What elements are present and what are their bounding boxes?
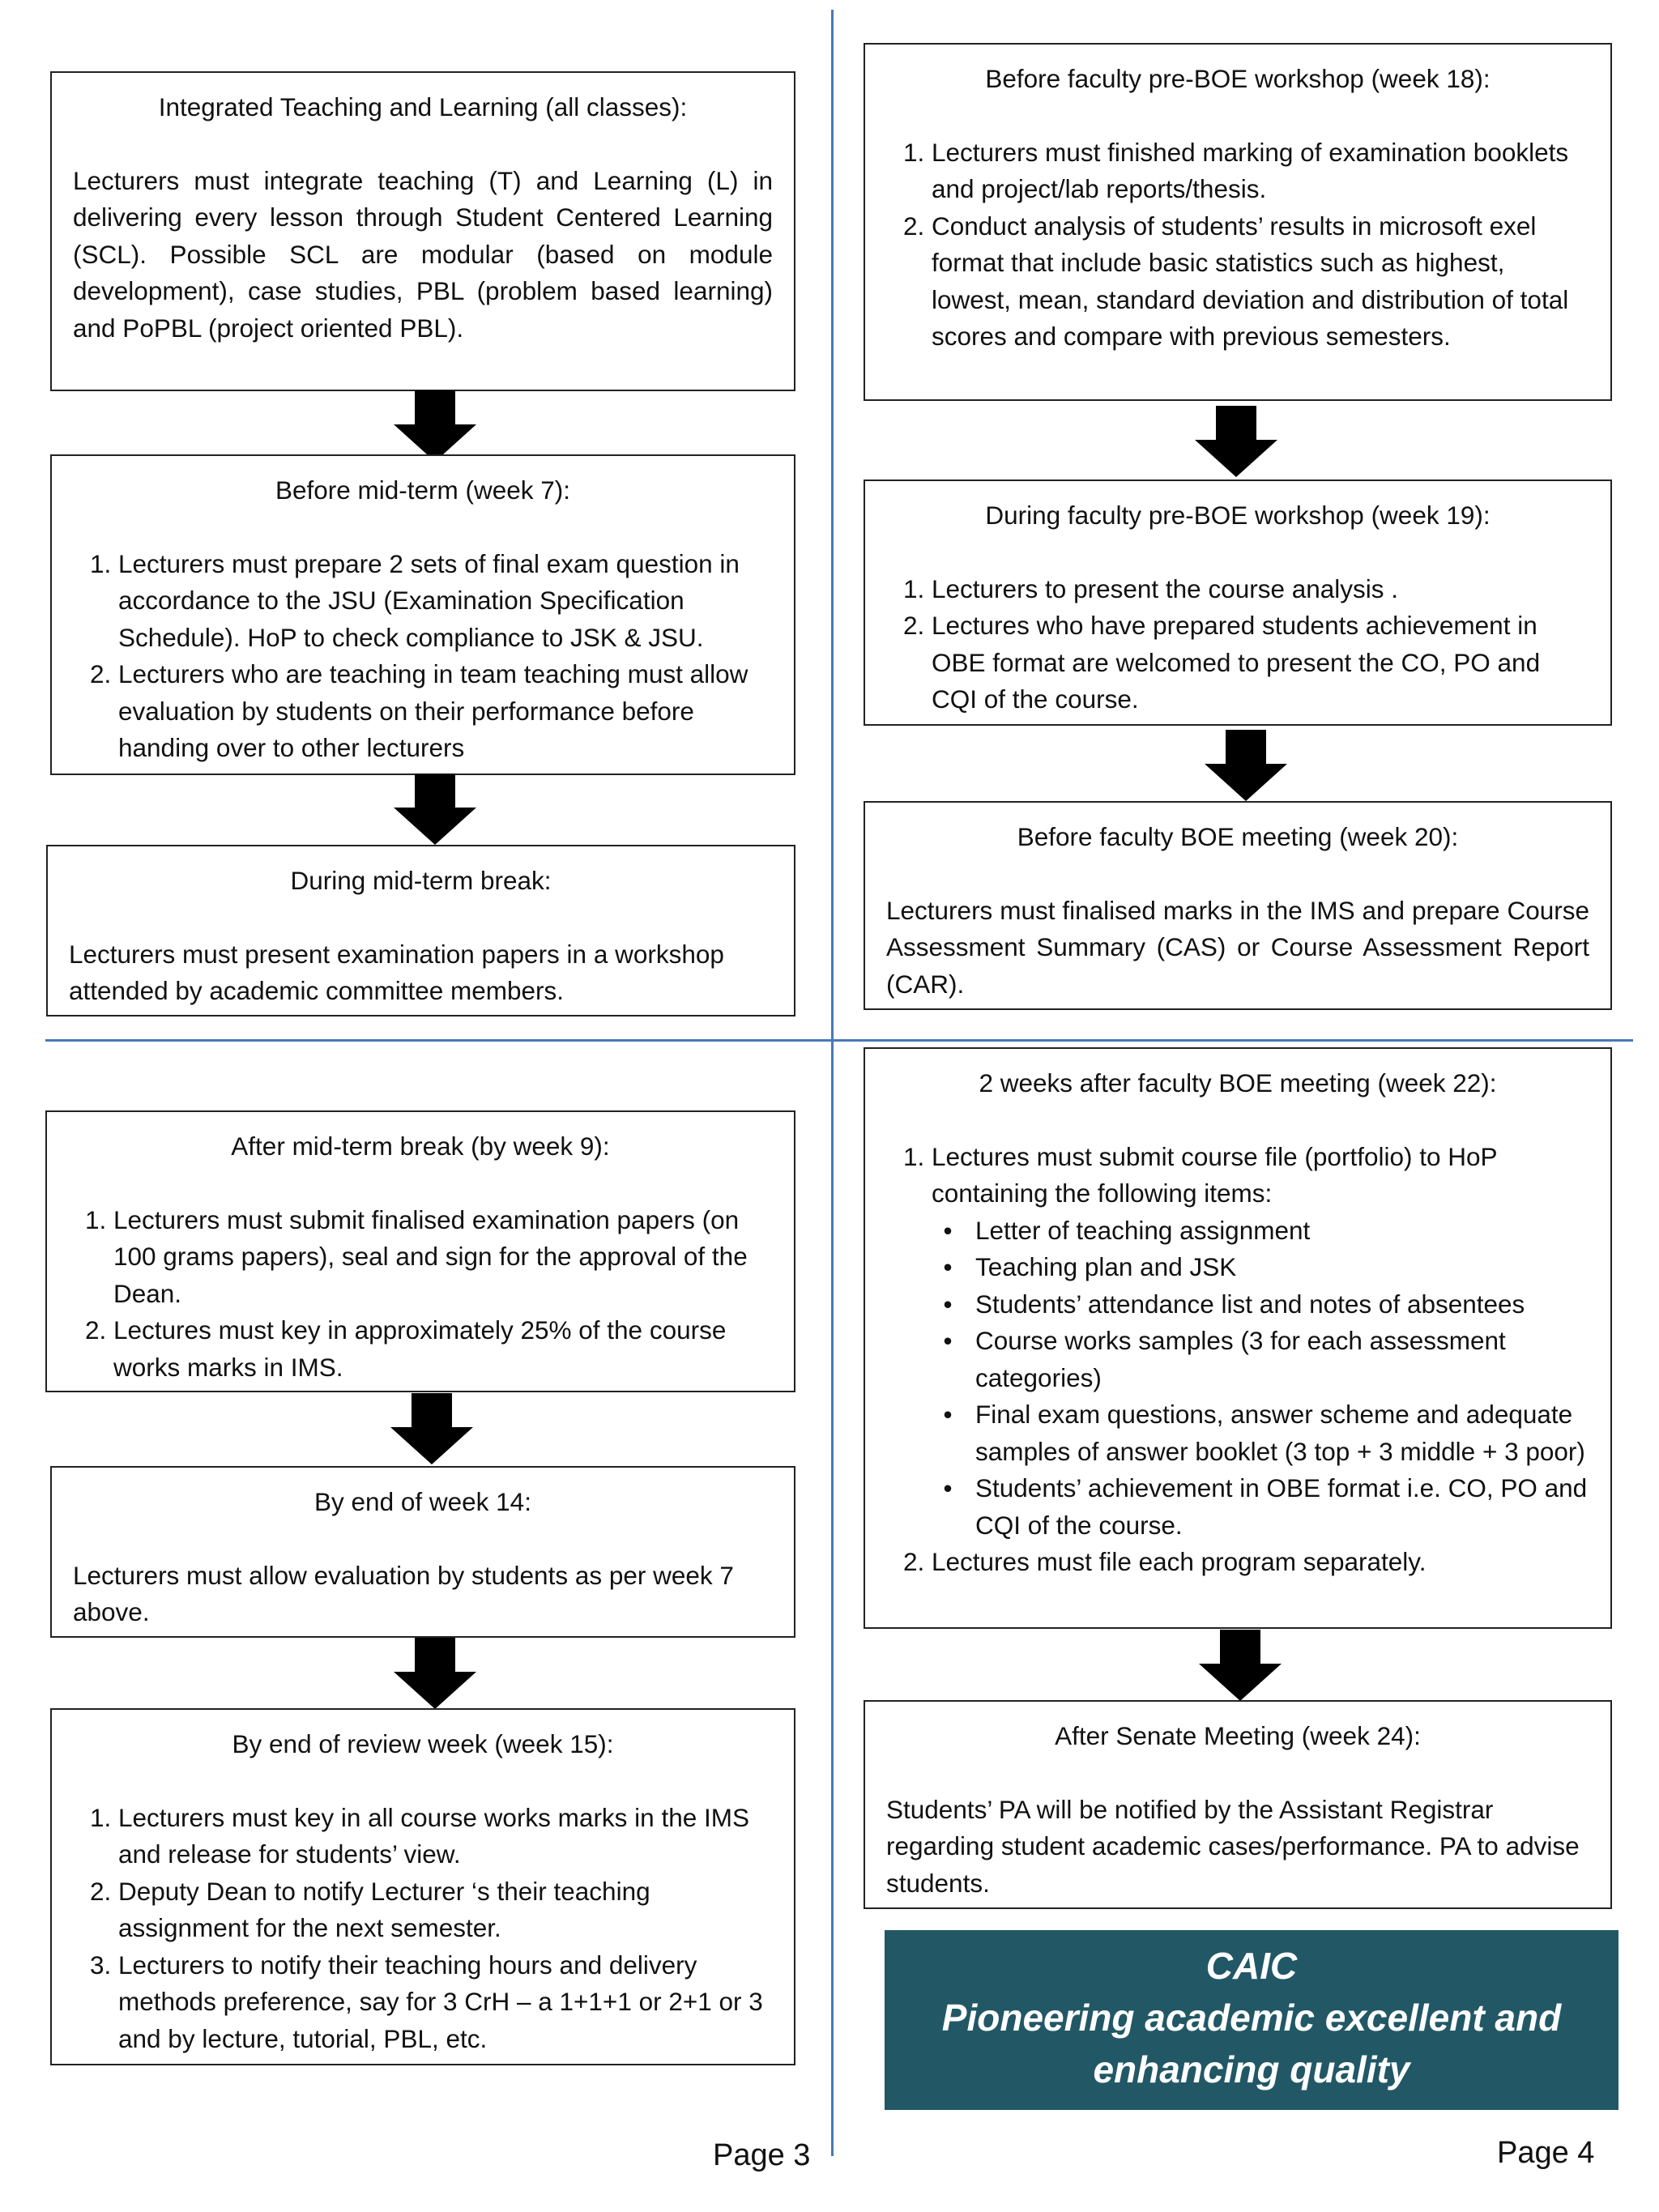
box-title: After mid-term break (by week 9):: [231, 1132, 610, 1161]
sub-list-item: • Students’ achievement in OBE format i.e. CO, PO and CQI of the course.: [975, 1470, 1589, 1544]
item-list: [886, 571, 1589, 718]
list-item: 1. Lecturers must finished marking of examination booklets and project/lab reports/thesis.: [932, 134, 1589, 208]
box-during-pre-boe: [864, 479, 1612, 726]
item-list: [68, 1202, 773, 1387]
page-number-3: Page 3: [713, 2138, 811, 2172]
list-item: 3. Lecturers to notify their teaching hours and delivery methods preference, say for 3 CrH – a 1+1+1 or 2+1 or 3 and by lecture, tutorial, PBL, etc.: [118, 1947, 773, 2058]
down-arrow-icon: [387, 1393, 476, 1466]
list-item: 2. Lectures must file each program separately.: [932, 1544, 1589, 1581]
item-list: [886, 134, 1589, 356]
list-item: 2. Deputy Dean to notify Lecturer ‘s their teaching assignment for the next semester.: [118, 1873, 773, 1947]
box-before-midterm: [50, 454, 795, 775]
sub-list-item: • Students’ attendance list and notes of absentees: [975, 1286, 1589, 1323]
box-text: Lecturers must finalised marks in the IMS and prepare Course Assessment Summary (CAS) or Course Assessment Report (CAR).: [886, 895, 1589, 999]
box-title: Before faculty pre-BOE workshop (week 18):: [985, 64, 1491, 93]
item-list: [73, 546, 773, 767]
box-title: By end of week 14:: [314, 1487, 531, 1516]
list-item: [932, 1139, 1589, 1545]
sub-item-list: [932, 1213, 1589, 1545]
banner-line: CAIC: [1205, 1945, 1298, 1987]
item-list: [73, 1800, 773, 2058]
box-before-pre-boe: [864, 43, 1612, 401]
sub-list-item: • Letter of teaching assignment: [975, 1213, 1589, 1250]
sub-list-item: • Teaching plan and JSK: [975, 1249, 1589, 1286]
box-title: 2 weeks after faculty BOE meeting (week 22):: [979, 1068, 1497, 1097]
list-item: 2. Conduct analysis of students’ results in microsoft exel format that include basic statistics such as highest, lowest, mean, standard deviation and distribution of total scores and compare with previous semesters.: [932, 208, 1589, 356]
down-arrow-icon: [1201, 730, 1290, 803]
list-item: 1. Lecturers must prepare 2 sets of final exam question in accordance to the JSU (Examination Specification Schedule). HoP to check compliance to JSK & JSU.: [118, 546, 773, 657]
item-list: [886, 1139, 1589, 1581]
banner-line: Pioneering academic excellent and: [941, 1997, 1562, 2039]
box-text: Lecturers must integrate teaching (T) and Learning (L) in delivering every lesson through Student Centered Learning (SCL). Possible SCL are modular (based on module development), case studies, PBL (problem based learning) and PoPBL (project oriented PBL).: [73, 165, 773, 343]
box-after-boe: [864, 1047, 1612, 1629]
list-item: 1. Lecturers must key in all course works marks in the IMS and release for students’ view.: [118, 1800, 773, 1873]
list-item: 2. Lectures must key in approximately 25% of the course works marks in IMS.: [113, 1312, 773, 1386]
box-after-midterm: [45, 1110, 795, 1392]
box-integrated-teaching: [50, 71, 795, 391]
box-text: Lecturers must present examination papers in a workshop attended by academic committee members.: [69, 939, 724, 1005]
box-title: During faculty pre-BOE workshop (week 19):: [985, 501, 1491, 530]
box-text: Lecturers must allow evaluation by students as per week 7 above.: [73, 1560, 734, 1626]
banner-line: enhancing quality: [1093, 2048, 1410, 2091]
box-title: During mid-term break:: [290, 866, 552, 895]
box-title: Before faculty BOE meeting (week 20):: [1017, 822, 1459, 851]
sub-list-item: • Final exam questions, answer scheme and adequate samples of answer booklet (3 top + 3 middle + 3 poor): [975, 1396, 1589, 1470]
caic-banner: [885, 1930, 1618, 2110]
page-number-4: Page 4: [1497, 2136, 1595, 2170]
down-arrow-icon: [1196, 1630, 1285, 1703]
list-item: 2. Lectures who have prepared students achievement in OBE format are welcomed to present the CO, PO and CQI of the course.: [932, 607, 1589, 718]
box-after-senate: [864, 1700, 1612, 1909]
down-arrow-icon: [390, 774, 480, 846]
horizontal-divider: [45, 1039, 1633, 1042]
down-arrow-icon: [390, 390, 480, 463]
list-item: 2. Lecturers who are teaching in team teaching must allow evaluation by students on their performance before handing over to other lecturers: [118, 656, 773, 767]
sub-list-item: • Course works samples (3 for each assessment categories): [975, 1323, 1589, 1396]
box-end-week-14: [50, 1466, 795, 1638]
box-title: By end of review week (week 15):: [232, 1729, 614, 1758]
box-title: Integrated Teaching and Learning (all classes):: [158, 92, 688, 121]
box-before-boe: [864, 801, 1612, 1010]
box-text: Students’ PA will be notified by the Assistant Registrar regarding student academic cases/performance. PA to advise students.: [886, 1794, 1580, 1898]
box-review-week: [50, 1708, 795, 2065]
down-arrow-icon: [1192, 406, 1281, 479]
box-title: Before mid-term (week 7):: [275, 475, 571, 505]
down-arrow-icon: [390, 1638, 480, 1711]
box-during-midterm: [46, 845, 795, 1016]
box-title: After Senate Meeting (week 24):: [1055, 1721, 1421, 1750]
list-item: 1. Lecturers to present the course analysis .: [932, 571, 1589, 608]
list-item-text: Lectures must submit course file (portfolio) to HoP containing the following items:: [932, 1141, 1497, 1208]
list-item: 1. Lecturers must submit finalised examination papers (on 100 grams papers), seal and sign for the approval of the Dean.: [113, 1202, 773, 1313]
vertical-divider: [831, 10, 834, 2156]
